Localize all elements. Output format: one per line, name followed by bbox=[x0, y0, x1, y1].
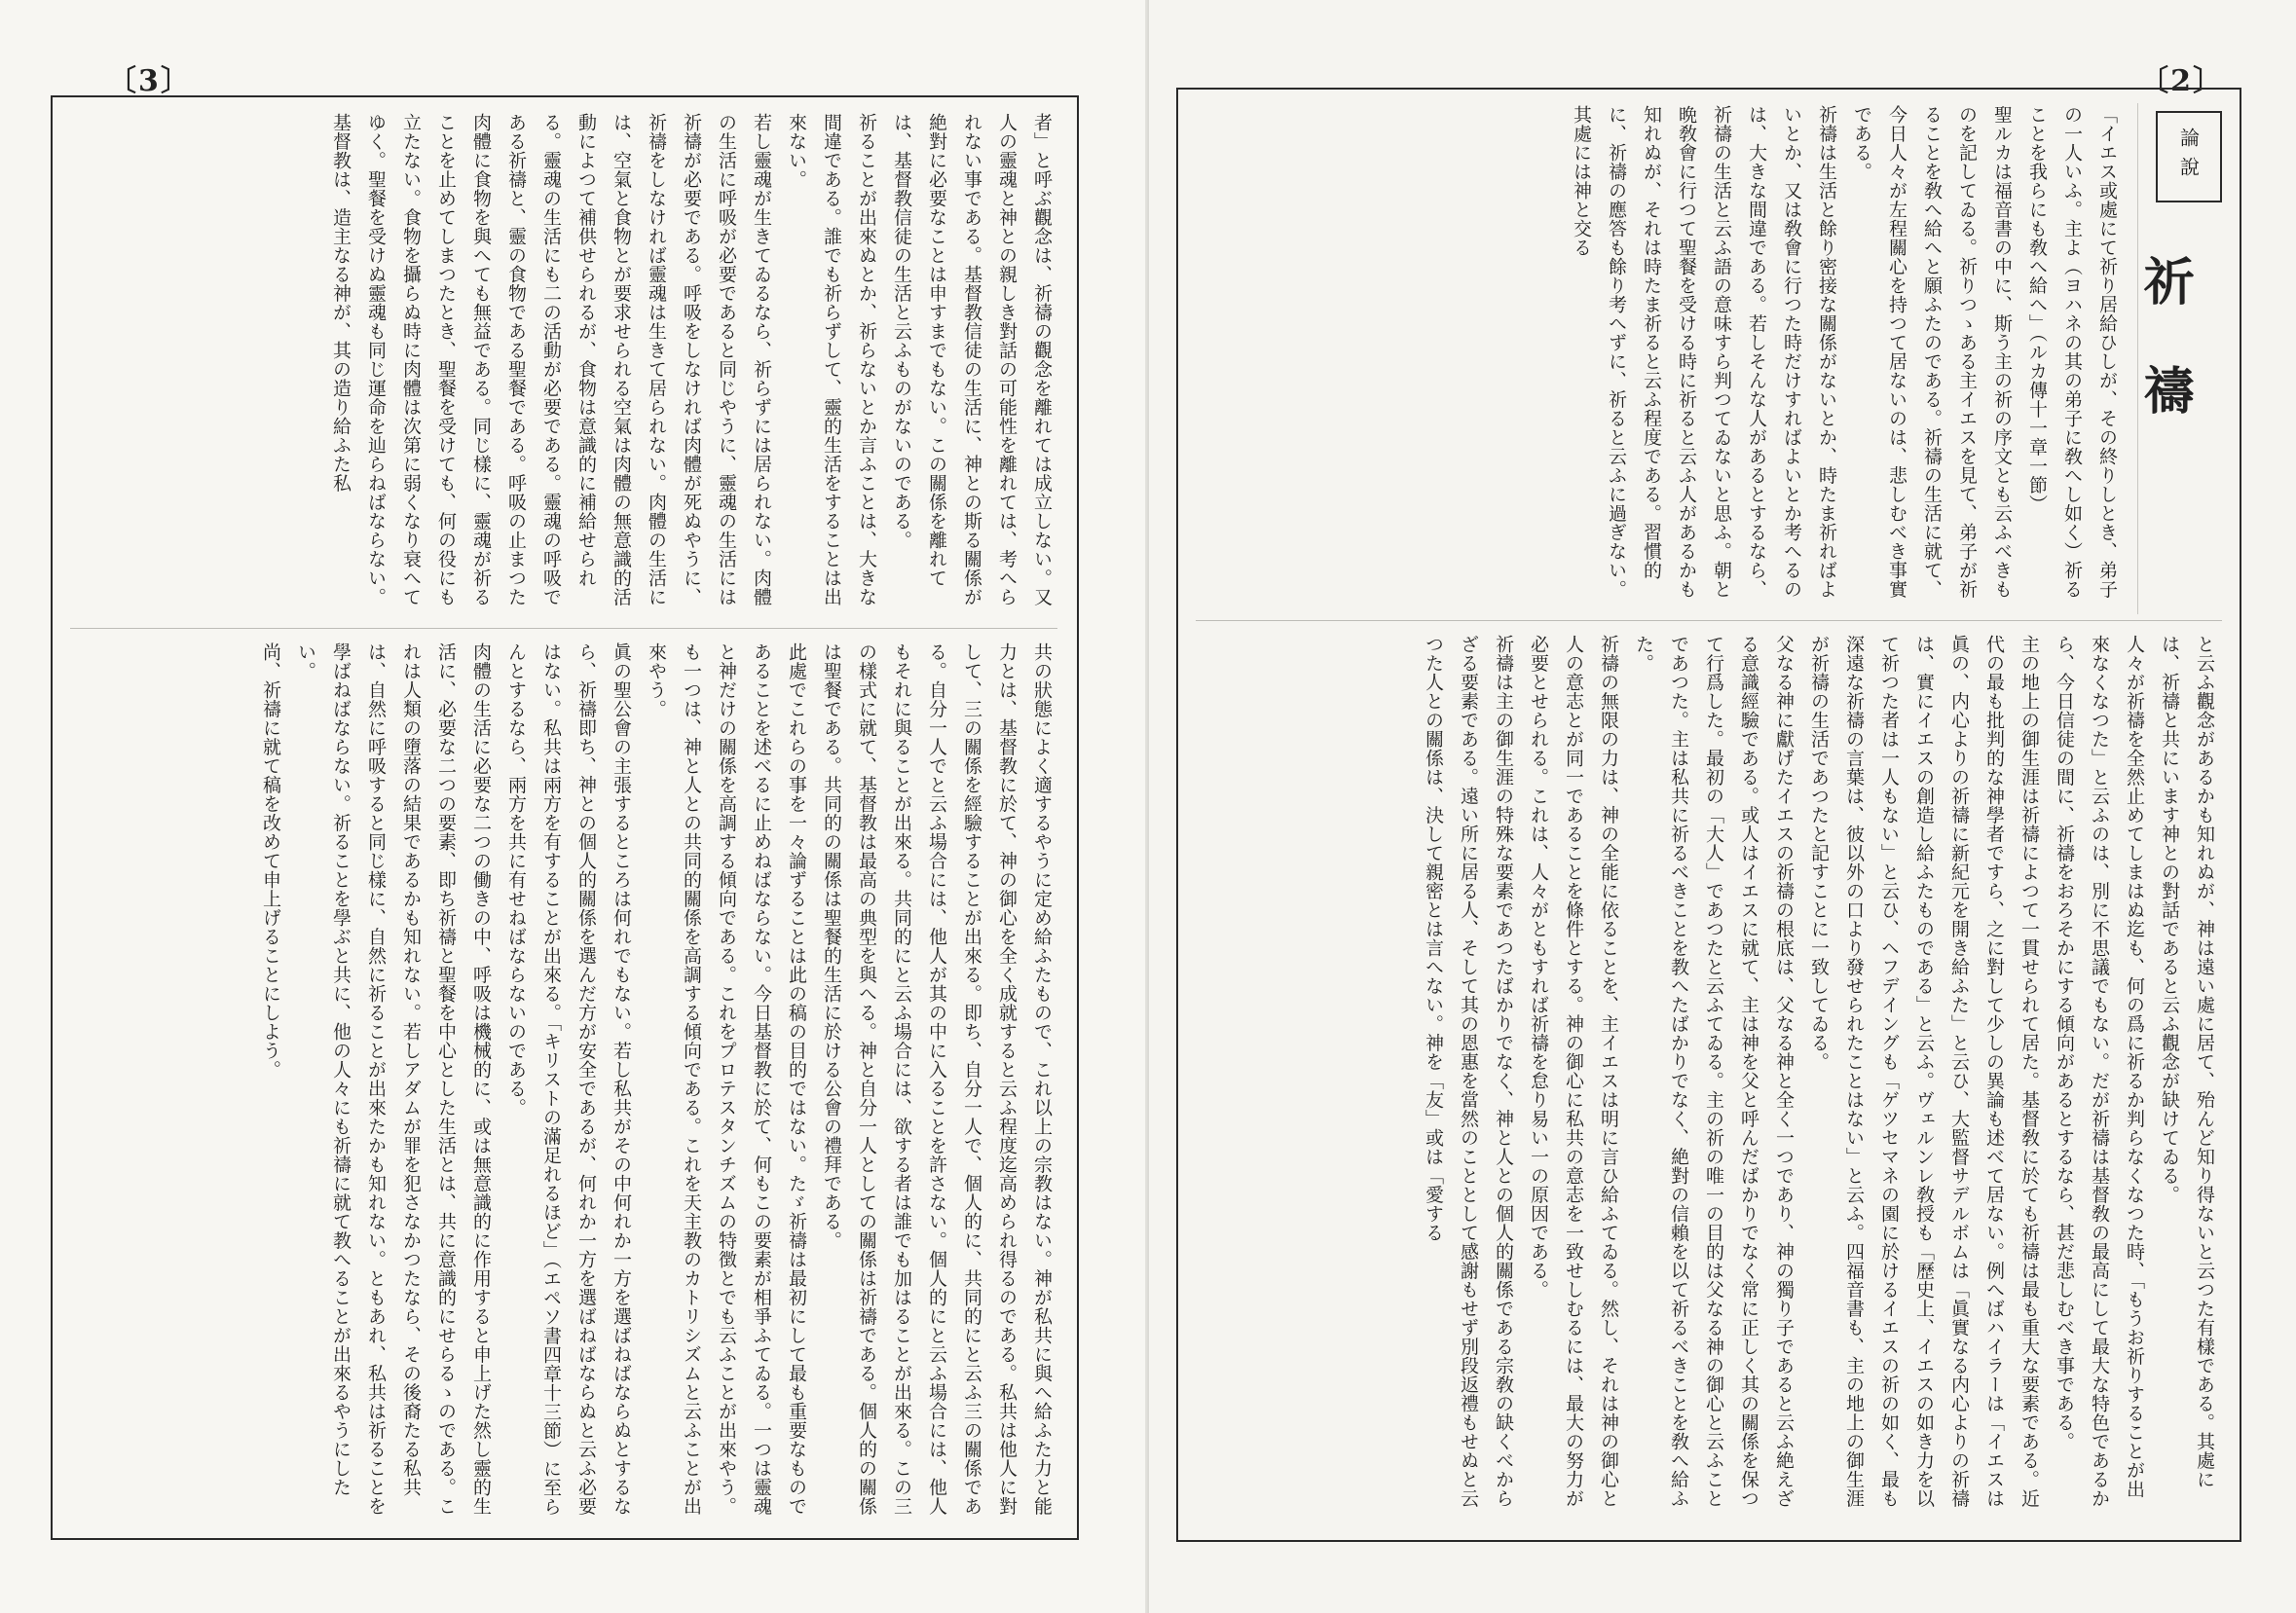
left-page-frame bbox=[51, 95, 1079, 1540]
article-title: 祈禱 bbox=[2134, 255, 2194, 473]
right-top-text-block: 「イエス或處にて祈り居給ひしが、その終りしとき、弟子の一人いふ。主よ（ヨハネの其の弟子に敎へし如く）祈ることを我らにも敎へ給へ」（ルカ傳十一章一節） 聖ルカは福音書の中に、斯う主の祈の序文とも云ふべきものを記してゐる。祈りつゝある主イエスを見て、弟子が祈ることを敎へ給へと願ふたのである。祈禱の生活に就て、今日人々が左程關心を持つて居ないのは、悲しむべき事實である。 祈禱は生活と餘り密接な關係がないとか、時たま祈ればよいとか、又は敎會に行つた時だけすればよいとか考へるのは、大きな間違である。若しそんな人があるとするなら、祈禱の生活と云ふ語の意味すら判つてゐないと思ふ。朝と晩敎會に行つて聖餐を受ける時に祈ると云ふ人があるかも知れぬが、それは時たま祈ると云ふ程度である。習慣的に、祈禱の應答も餘り考へずに、祈ると云ふに過ぎない。其處には神と交る bbox=[1571, 105, 2118, 599]
right-page bbox=[1149, 0, 2296, 1613]
tier-divider-left bbox=[70, 628, 1057, 629]
title-divider bbox=[2137, 103, 2138, 614]
tier-divider-right bbox=[1196, 620, 2222, 621]
left-bottom-text-block: 共の狀態によく適するやうに定め給ふたもので、これ以上の宗教はない。神が私共に與へ給ふた力と能力とは、基督教に於て、神の御心を全く成就すると云ふ程度迄高められ得るのである。私共は他人に對して、三の關係を經驗することが出來る。即ち、自分一人で、個人的に、共同的にと云ふ三の關係である。自分一人でと云ふ場合には、他人が其の中に入ることを許さない。個人的にと云ふ場合には、他人もそれに與ることが出來る。共同的にと云ふ場合には、欲する者は誰でも加はることが出來る。この三の樣式に就て、基督教は最高の典型を與へる。神と自分一人としての關係は祈禱である。個人的の關係は聖餐である。共同的の關係は聖餐的生活に於ける公會の禮拜である。 此處でこれらの事を一々論ずることは此の稿の目的ではない。たゞ祈禱は最初にして最も重要なものであることを述べるに止めねばならない。今日基督教に於て、何もこの要素が相爭ふてゐる。一つは靈魂と神だけの關係を高調する傾向である。これをプロテスタンチズムの特徴とでも云ふことが出來やう。も一つは、神と人との共同的關係を高調する傾向である。これを天主教のカトリシズムと云ふことが出來やう。 眞の聖公會の主張するところは何れでもない。若し私共がその中何れか一方を選ばねばならぬとするなら、祈禱即ち、神との個人的關係を選んだ方が安全であるが、何れか一方を選ばねばならぬと云ふ必要はない。私共は兩方を有することが出來る。「キリストの滿足れるほど」（エペソ書四章十三節）に至らんとするなら、兩方を共に有せねばならないのである。 肉體の生活に必要な二つの働きの中、呼吸は機械的に、或は無意識的に作用すると申上げた然し靈的生活に、必要な二つの要素、即ち祈禱と聖餐を中心とした生活とは、共に意識的にせらるゝのである。これは人類の墮落の結果であるかも知れない。若しアダムが罪を犯さなかつたなら、その後裔たる私共は、自然に呼吸すると同じ樣に、自然に祈ることが出來たかも知れない。ともあれ、私共は祈ることを學ばねばならない。祈ることを學ぶと共に、他の人々にも祈禱に就て教へることが出來るやうにしたい。 尚、祈禱に就て稿を改めて申上げることにしよう。 bbox=[260, 642, 1053, 1517]
page-number-left: 〔3〕 bbox=[107, 64, 192, 98]
page-number-right: 〔2〕 bbox=[2139, 64, 2224, 98]
right-bottom-text-block: と云ふ觀念があるかも知れぬが、神は遠い處に居て、殆んど知り得ないと云つた有樣である。其處には、祈禱と共にいます神との對話であると云ふ觀念が缺けてゐる。 人々が祈禱を全然止めてしまはぬ迄も、何の爲に祈るか判らなくなつた時、「もうお祈りすることが出來なくなつた」と云ふのは、別に不思議でもない。だが祈禱は基督敎の最高にして最大な特色であるから、今日信徒の間に、祈禱をおろそかにする傾向があるとするなら、甚だ悲しむべき事である。 主の地上の御生涯は祈禱によつて一貫せられて居た。基督敎に於ても祈禱は最も重大な要素である。近代の最も批判的な神學者ですら、之に對して少しの異論も述べて居ない。例へばハイラーは「イエスは眞の、内心よりの祈禱に新紀元を開き給ふた」と云ひ、大監督サデルボムは「眞實なる内心よりの祈禱は、實にイエスの創造し給ふたものである」と云ふ。ヴェルンレ敎授も「歷史上、イエスの如き力を以て祈つた者は一人もない」と云ひ、ヘフデイングも「ゲツセマネの園に於けるイエスの祈の如く、最も深遠な祈禱の言葉は、彼以外の口より發せられたことはない」と云ふ。四福音書も、主の地上の御生涯が祈禱の生活であつたと記すことに一致してゐる。 父なる神に獻げたイエスの祈禱の根底は、父なる神と全く一つであり、神の獨り子であると云ふ絶えざる意識經驗である。或人はイエスに就て、主は神を父と呼んだばかりでなく常に正しく其の關係を保つて行爲した。最初の「大人」であつたと云ふてゐる。主の祈の唯一の目的は父なる神の御心と云ふことであつた。主は私共に祈るべきことを教へたばかりでなく、絶對の信賴を以て祈るべきことを敎へ給ふた。 祈禱の無限の力は、神の全能に依ることを、主イエスは明に言ひ給ふてゐる。然し、それは神の御心と人の意志とが同一であることを條件とする。神の御心に私共の意志を一致せしむるには、最大の努力が必要とせられる。これは、人々がともすれば祈禱を怠り易い一の原因である。 祈禱は主の御生涯の特殊な要素であつたばかりでなく、神と人との個人的關係である宗敎の缺くべからざる要素である。遠い所に居る人、そして其の恩惠を當然のこととして感謝もせず別段返禮もせぬと云つた人との關係は、決して親密とは言へない。神を「友」或は「愛する bbox=[1423, 635, 2215, 1508]
left-top-text-block: 者」と呼ぶ觀念は、祈禱の觀念を離れては成立しない。又人の靈魂と神との親しき對話の可能性を離れては、考へられない事である。基督教信徒の生活に、神との斯る關係が絶對に必要なことは申すまでもない。この關係を離れては、基督教信徒の生活と云ふものがないのである。 祈ることが出來ぬとか、祈らないとか言ふことは、大きな間違である。誰でも祈らずして、靈的生活をすることは出來ない。 若し靈魂が生きてゐるなら、祈らずには居られない。肉體の生活に呼吸が必要であると同じやうに、靈魂の生活には祈禱が必要である。呼吸をしなければ肉體が死ぬやうに、祈禱をしなければ靈魂は生きて居られない。肉體の生活には、空氣と食物とが要求せられる空氣は肉體の無意識的活動によつて補供せられるが、食物は意識的に補給せられる。靈魂の生活にも二の活動が必要である。靈魂の呼吸である祈禱と、靈の食物である聖餐である。呼吸の止まつた肉體に食物を與へても無益である。同じ樣に、靈魂が祈ることを止めてしまつたとき、聖餐を受けても、何の役にも立たない。食物を攝らぬ時に肉體は次第に弱くなり衰へてゆく。聖餐を受けぬ靈魂も同じ運命を辿らねばならない。 基督教は、造主なる神が、其の造り給ふた私 bbox=[330, 113, 1053, 606]
section-rubric: 論說 bbox=[2156, 111, 2222, 202]
right-page-frame bbox=[1176, 88, 2241, 1542]
